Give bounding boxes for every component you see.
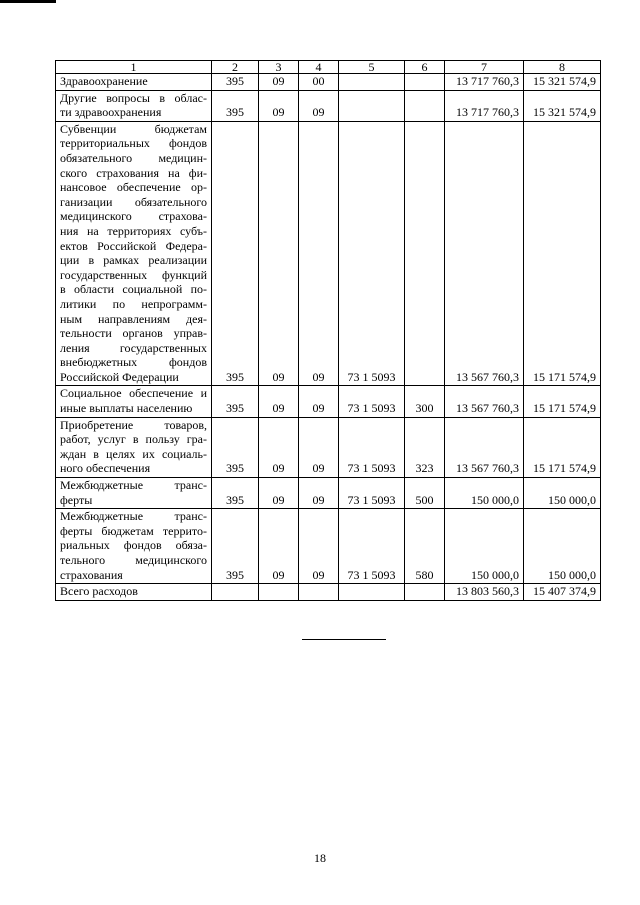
row-name-line: ления государственных xyxy=(60,340,207,355)
amount-col7-cell: 13 803 560,3 xyxy=(445,584,524,601)
row-name-line: ного обеспечения xyxy=(60,461,151,476)
row-name-line: ферты xyxy=(60,492,93,507)
expense-type-cell: 300 xyxy=(405,386,445,417)
expense-type-cell xyxy=(405,121,445,386)
budget-table xyxy=(55,60,601,601)
expense-type-cell xyxy=(405,90,445,121)
header-col-8: 8 xyxy=(524,61,601,74)
top-edge-rule xyxy=(0,0,56,3)
subsection-code-cell: 09 xyxy=(299,121,339,386)
subsection-code-cell: 09 xyxy=(299,417,339,477)
header-col-5: 5 xyxy=(339,61,405,74)
subsection-code-cell: 09 xyxy=(299,90,339,121)
header-col-1: 1 xyxy=(56,61,212,74)
expense-type-cell xyxy=(405,74,445,91)
target-article-cell: 73 1 5093 xyxy=(339,417,405,477)
row-name-line: Социальное обеспечение и xyxy=(60,386,207,401)
table-row xyxy=(56,584,601,601)
row-name-line: Межбюджетные транс- xyxy=(60,509,207,524)
admin-code-cell xyxy=(212,584,259,601)
section-code-cell: 09 xyxy=(259,90,299,121)
admin-code-cell: 395 xyxy=(212,478,259,509)
header-col-2: 2 xyxy=(212,61,259,74)
row-name-line: Другие вопросы в облас- xyxy=(60,90,207,105)
subsection-code-cell xyxy=(299,584,339,601)
expense-type-cell: 323 xyxy=(405,417,445,477)
subsection-code-cell: 09 xyxy=(299,509,339,584)
admin-code-cell: 395 xyxy=(212,74,259,91)
amount-col7-cell: 150 000,0 xyxy=(445,478,524,509)
subsection-code-cell: 00 xyxy=(299,74,339,91)
amount-col8-cell: 15 171 574,9 xyxy=(524,417,601,477)
row-name-cell xyxy=(56,509,212,584)
table-row xyxy=(56,478,601,509)
row-name-line: обязательного медицин- xyxy=(60,150,207,165)
row-name-line: медицинского страхова- xyxy=(60,209,207,224)
admin-code-cell: 395 xyxy=(212,509,259,584)
target-article-cell xyxy=(339,74,405,91)
admin-code-cell: 395 xyxy=(212,386,259,417)
table-row xyxy=(56,121,601,386)
row-name-line: работ, услуг в пользу гра- xyxy=(60,432,207,447)
row-name-line: ния на территориях субъ- xyxy=(60,223,207,238)
section-code-cell: 09 xyxy=(259,74,299,91)
target-article-cell: 73 1 5093 xyxy=(339,478,405,509)
amount-col7-cell: 13 567 760,3 xyxy=(445,417,524,477)
expense-type-cell: 500 xyxy=(405,478,445,509)
row-name-line: Российской Федерации xyxy=(60,369,179,384)
row-name-line: Межбюджетные транс- xyxy=(60,478,207,493)
end-divider-line xyxy=(302,639,386,640)
amount-col8-cell: 15 171 574,9 xyxy=(524,121,601,386)
row-name-line: ным направлениям дея- xyxy=(60,311,207,326)
row-name-line: тельности органов управ- xyxy=(60,326,207,341)
page-number: 18 xyxy=(314,851,326,865)
amount-col8-cell: 15 321 574,9 xyxy=(524,74,601,91)
row-name-line: страхования xyxy=(60,567,123,582)
admin-code-cell: 395 xyxy=(212,90,259,121)
row-name-line: ферты бюджетам террито- xyxy=(60,523,207,538)
header-col-3: 3 xyxy=(259,61,299,74)
admin-code-cell: 395 xyxy=(212,121,259,386)
row-name-line: ждан в целях их социаль- xyxy=(60,446,207,461)
section-code-cell: 09 xyxy=(259,509,299,584)
row-name-line: в области социальной по- xyxy=(60,282,207,297)
section-code-cell: 09 xyxy=(259,478,299,509)
row-name-cell xyxy=(56,478,212,509)
target-article-cell xyxy=(339,90,405,121)
section-code-cell xyxy=(259,584,299,601)
expense-type-cell: 580 xyxy=(405,509,445,584)
row-name-line: ции в рамках реализации xyxy=(60,253,207,268)
amount-col7-cell: 150 000,0 xyxy=(445,509,524,584)
row-name-line: государственных функций xyxy=(60,267,207,282)
row-name-cell xyxy=(56,121,212,386)
table-header-row xyxy=(56,61,601,74)
target-article-cell: 73 1 5093 xyxy=(339,121,405,386)
row-name-line: нансовое обеспечение ор- xyxy=(60,180,207,195)
row-name-line: Всего расходов xyxy=(60,584,138,599)
row-name-line: Субвенции бюджетам xyxy=(60,121,207,136)
table-row xyxy=(56,90,601,121)
amount-col7-cell: 13 717 760,3 xyxy=(445,74,524,91)
row-name-cell xyxy=(56,386,212,417)
header-col-4: 4 xyxy=(299,61,339,74)
subsection-code-cell: 09 xyxy=(299,386,339,417)
amount-col8-cell: 150 000,0 xyxy=(524,509,601,584)
row-name-cell xyxy=(56,74,212,91)
table-row xyxy=(56,417,601,477)
row-name-line: ти здравоохранения xyxy=(60,105,162,120)
amount-col7-cell: 13 567 760,3 xyxy=(445,386,524,417)
target-article-cell: 73 1 5093 xyxy=(339,386,405,417)
admin-code-cell: 395 xyxy=(212,417,259,477)
section-code-cell: 09 xyxy=(259,417,299,477)
row-name-line: тельного медицинского xyxy=(60,553,207,567)
row-name-line: Приобретение товаров, xyxy=(60,417,207,432)
amount-col8-cell: 15 171 574,9 xyxy=(524,386,601,417)
table-row xyxy=(56,509,601,584)
row-name-line: риальных фондов обяза- xyxy=(60,538,207,553)
section-code-cell: 09 xyxy=(259,386,299,417)
amount-col8-cell: 15 321 574,9 xyxy=(524,90,601,121)
subsection-code-cell: 09 xyxy=(299,478,339,509)
row-name-line: ского страхования на фи- xyxy=(60,165,207,180)
section-code-cell: 09 xyxy=(259,121,299,386)
amount-col8-cell: 150 000,0 xyxy=(524,478,601,509)
row-name-line: Здравоохранение xyxy=(60,74,148,88)
table-body xyxy=(56,74,601,601)
amount-col7-cell: 13 567 760,3 xyxy=(445,121,524,386)
row-name-cell xyxy=(56,584,212,601)
amount-col8-cell: 15 407 374,9 xyxy=(524,584,601,601)
header-col-6: 6 xyxy=(405,61,445,74)
row-name-line: ектов Российской Федера- xyxy=(60,238,207,253)
amount-col7-cell: 13 717 760,3 xyxy=(445,90,524,121)
row-name-cell xyxy=(56,417,212,477)
header-col-7: 7 xyxy=(445,61,524,74)
table-row xyxy=(56,386,601,417)
expense-type-cell xyxy=(405,584,445,601)
row-name-line: территориальных фондов xyxy=(60,136,207,151)
row-name-cell xyxy=(56,90,212,121)
row-name-line: литики по непрограмм- xyxy=(60,296,207,311)
row-name-line: иные выплаты населению xyxy=(60,401,193,416)
target-article-cell: 73 1 5093 xyxy=(339,509,405,584)
table-row xyxy=(56,74,601,91)
row-name-line: внебюджетных фондов xyxy=(60,355,207,370)
target-article-cell xyxy=(339,584,405,601)
row-name-line: ганизации обязательного xyxy=(60,194,207,209)
